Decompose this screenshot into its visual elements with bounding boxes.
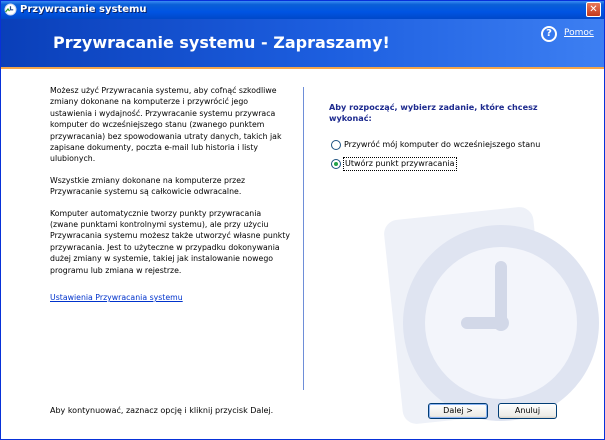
radio-selected-dot xyxy=(334,162,338,166)
radio-create-restore-point[interactable] xyxy=(331,159,341,169)
option-label[interactable]: Przywróć mój komputer do wcześniejszego stanu xyxy=(344,140,541,149)
page-title: Przywracanie systemu - Zapraszamy! xyxy=(53,33,390,52)
restore-settings-link[interactable]: Ustawienia Przywracania systemu xyxy=(50,293,183,303)
help-icon[interactable]: ? xyxy=(541,26,557,42)
system-restore-app-icon xyxy=(4,3,17,16)
cancel-button[interactable]: Anuluj xyxy=(498,403,557,419)
title-bar[interactable] xyxy=(1,1,604,19)
next-button[interactable]: Dalej > xyxy=(428,403,488,419)
column-divider xyxy=(303,87,304,390)
wizard-header xyxy=(1,19,604,67)
footer-instruction: Aby kontynuować, zaznacz opcję i kliknij przycisk Dalej. xyxy=(50,406,274,415)
intro-paragraph-3: Komputer automatycznie tworzy punkty przywracania (zwane punktami kontrolnymi systemu), ale przy użyciu Przywracania systemu możesz także utworzyć własne punkty przywracania. Jest to użyteczne w przypadku dokonywania dużej zmiany w systemie, takiej jak instalowanie nowego programu lub zmiana w rejestrze. xyxy=(50,208,290,275)
radio-restore-earlier-state[interactable] xyxy=(331,140,341,150)
intro-paragraph-2: Wszystkie zmiany dokonane na komputerze przez Przywracanie systemu są całkowicie odwracalne. xyxy=(50,175,246,197)
intro-text xyxy=(50,85,290,314)
task-prompt: Aby rozpocząć, wybierz zadanie, które chcesz wykonać: xyxy=(329,102,538,123)
window-title: Przywracanie systemu xyxy=(20,4,147,15)
option-label[interactable]: Utwórz punkt przywracania xyxy=(345,159,455,168)
wizard-content xyxy=(1,69,604,439)
close-icon[interactable]: ✕ xyxy=(586,2,601,17)
clock-watermark-icon xyxy=(383,197,604,439)
help-link[interactable]: Pomoc xyxy=(564,28,594,38)
intro-paragraph-1: Możesz użyć Przywracania systemu, aby cofnąć szkodliwe zmiany dokonane na komputerze i przywrócić jego ustawienia i wydajność. Przywracanie systemu przywraca komputer do wcześniejszego stanu (zwanego punktem przywracania) bez spowodowania utraty danych, takich jak zapisane dokumenty, poczta e-mail lub historia i listy ulubionych. xyxy=(50,86,282,164)
